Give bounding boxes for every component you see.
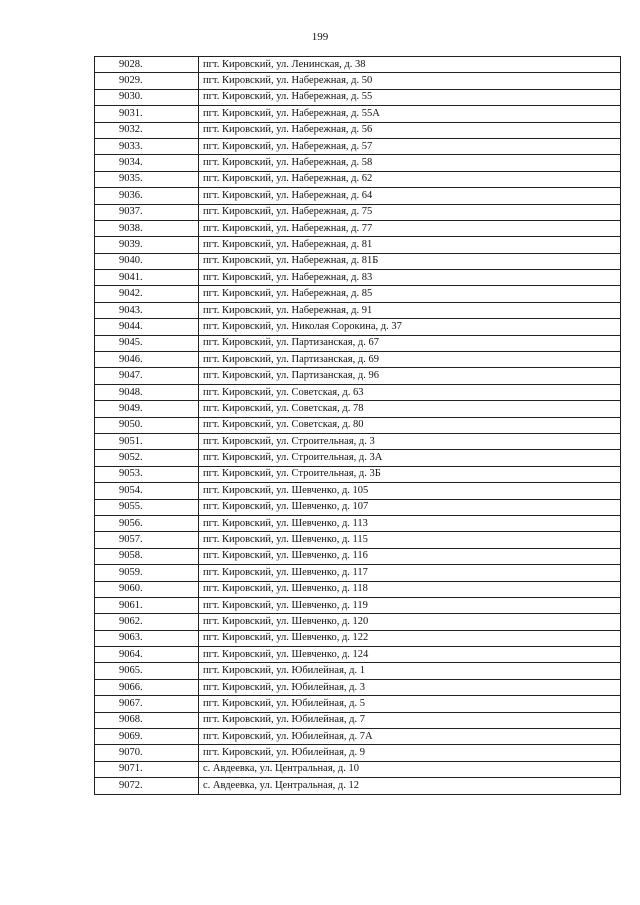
table-row <box>95 138 621 154</box>
address-cell: пгт. Кировский, ул. Николая Сорокина, д. 37 <box>199 319 621 335</box>
address-cell: пгт. Кировский, ул. Набережная, д. 62 <box>199 171 621 187</box>
row-number-cell: 9056. <box>95 515 199 531</box>
address-cell: пгт. Кировский, ул. Юбилейная, д. 7А <box>199 729 621 745</box>
table-row <box>95 237 621 253</box>
table-row <box>95 106 621 122</box>
table-row <box>95 171 621 187</box>
row-number-cell: 9058. <box>95 548 199 564</box>
address-cell: пгт. Кировский, ул. Набережная, д. 56 <box>199 122 621 138</box>
table-row <box>95 368 621 384</box>
address-cell: пгт. Кировский, ул. Шевченко, д. 116 <box>199 548 621 564</box>
table-row <box>95 220 621 236</box>
table-row <box>95 548 621 564</box>
table-row <box>95 401 621 417</box>
table-row <box>95 335 621 351</box>
address-cell: пгт. Кировский, ул. Набережная, д. 77 <box>199 220 621 236</box>
row-number-cell: 9052. <box>95 450 199 466</box>
row-number-cell: 9041. <box>95 270 199 286</box>
table-row <box>95 745 621 761</box>
address-cell: пгт. Кировский, ул. Юбилейная, д. 5 <box>199 696 621 712</box>
table-row <box>95 270 621 286</box>
address-cell: пгт. Кировский, ул. Шевченко, д. 107 <box>199 499 621 515</box>
address-cell: пгт. Кировский, ул. Набережная, д. 75 <box>199 204 621 220</box>
row-number-cell: 9033. <box>95 138 199 154</box>
address-cell: пгт. Кировский, ул. Набережная, д. 81Б <box>199 253 621 269</box>
table-row <box>95 302 621 318</box>
table-row <box>95 155 621 171</box>
row-number-cell: 9031. <box>95 106 199 122</box>
table-row <box>95 286 621 302</box>
row-number-cell: 9068. <box>95 712 199 728</box>
table-row <box>95 581 621 597</box>
table-row <box>95 188 621 204</box>
table-row <box>95 319 621 335</box>
row-number-cell: 9043. <box>95 302 199 318</box>
row-number-cell: 9062. <box>95 614 199 630</box>
row-number-cell: 9035. <box>95 171 199 187</box>
table-row <box>95 647 621 663</box>
address-cell: пгт. Кировский, ул. Шевченко, д. 105 <box>199 483 621 499</box>
row-number-cell: 9057. <box>95 532 199 548</box>
row-number-cell: 9050. <box>95 417 199 433</box>
row-number-cell: 9037. <box>95 204 199 220</box>
row-number-cell: 9067. <box>95 696 199 712</box>
row-number-cell: 9049. <box>95 401 199 417</box>
table-row <box>95 778 621 794</box>
address-cell: пгт. Кировский, ул. Строительная, д. 3А <box>199 450 621 466</box>
address-cell: пгт. Кировский, ул. Строительная, д. 3 <box>199 433 621 449</box>
address-cell: пгт. Кировский, ул. Набережная, д. 91 <box>199 302 621 318</box>
row-number-cell: 9029. <box>95 73 199 89</box>
table-row <box>95 712 621 728</box>
address-cell: пгт. Кировский, ул. Юбилейная, д. 7 <box>199 712 621 728</box>
address-cell: пгт. Кировский, ул. Набережная, д. 57 <box>199 138 621 154</box>
address-cell: пгт. Кировский, ул. Шевченко, д. 124 <box>199 647 621 663</box>
row-number-cell: 9053. <box>95 466 199 482</box>
address-cell: пгт. Кировский, ул. Шевченко, д. 119 <box>199 597 621 613</box>
table-row <box>95 729 621 745</box>
table-row <box>95 73 621 89</box>
address-cell: пгт. Кировский, ул. Набережная, д. 58 <box>199 155 621 171</box>
table-row <box>95 89 621 105</box>
address-cell: пгт. Кировский, ул. Шевченко, д. 117 <box>199 565 621 581</box>
row-number-cell: 9040. <box>95 253 199 269</box>
table-row <box>95 499 621 515</box>
address-cell: с. Авдеевка, ул. Центральная, д. 10 <box>199 761 621 777</box>
table-row <box>95 679 621 695</box>
table-row <box>95 597 621 613</box>
row-number-cell: 9036. <box>95 188 199 204</box>
address-cell: пгт. Кировский, ул. Юбилейная, д. 3 <box>199 679 621 695</box>
row-number-cell: 9045. <box>95 335 199 351</box>
table-row <box>95 122 621 138</box>
row-number-cell: 9048. <box>95 384 199 400</box>
table-row <box>95 483 621 499</box>
address-cell: пгт. Кировский, ул. Шевченко, д. 118 <box>199 581 621 597</box>
row-number-cell: 9063. <box>95 630 199 646</box>
row-number-cell: 9059. <box>95 565 199 581</box>
row-number-cell: 9046. <box>95 352 199 368</box>
row-number-cell: 9054. <box>95 483 199 499</box>
address-cell: пгт. Кировский, ул. Набережная, д. 50 <box>199 73 621 89</box>
address-cell: пгт. Кировский, ул. Шевченко, д. 113 <box>199 515 621 531</box>
address-table-body <box>95 57 621 795</box>
address-cell: пгт. Кировский, ул. Партизанская, д. 69 <box>199 352 621 368</box>
row-number-cell: 9047. <box>95 368 199 384</box>
table-row <box>95 696 621 712</box>
address-cell: с. Авдеевка, ул. Центральная, д. 12 <box>199 778 621 794</box>
row-number-cell: 9044. <box>95 319 199 335</box>
address-cell: пгт. Кировский, ул. Советская, д. 63 <box>199 384 621 400</box>
table-row <box>95 384 621 400</box>
table-row <box>95 417 621 433</box>
address-cell: пгт. Кировский, ул. Строительная, д. 3Б <box>199 466 621 482</box>
address-cell: пгт. Кировский, ул. Ленинская, д. 38 <box>199 57 621 73</box>
address-cell: пгт. Кировский, ул. Набережная, д. 55А <box>199 106 621 122</box>
row-number-cell: 9071. <box>95 761 199 777</box>
address-cell: пгт. Кировский, ул. Набережная, д. 55 <box>199 89 621 105</box>
table-row <box>95 352 621 368</box>
table-row <box>95 565 621 581</box>
row-number-cell: 9051. <box>95 433 199 449</box>
address-cell: пгт. Кировский, ул. Партизанская, д. 96 <box>199 368 621 384</box>
row-number-cell: 9034. <box>95 155 199 171</box>
table-row <box>95 663 621 679</box>
row-number-cell: 9038. <box>95 220 199 236</box>
address-cell: пгт. Кировский, ул. Набережная, д. 85 <box>199 286 621 302</box>
row-number-cell: 9061. <box>95 597 199 613</box>
address-cell: пгт. Кировский, ул. Набережная, д. 64 <box>199 188 621 204</box>
table-row <box>95 433 621 449</box>
address-cell: пгт. Кировский, ул. Шевченко, д. 120 <box>199 614 621 630</box>
address-cell: пгт. Кировский, ул. Набережная, д. 81 <box>199 237 621 253</box>
row-number-cell: 9030. <box>95 89 199 105</box>
address-cell: пгт. Кировский, ул. Юбилейная, д. 9 <box>199 745 621 761</box>
address-cell: пгт. Кировский, ул. Советская, д. 80 <box>199 417 621 433</box>
row-number-cell: 9055. <box>95 499 199 515</box>
row-number-cell: 9065. <box>95 663 199 679</box>
table-row <box>95 450 621 466</box>
row-number-cell: 9032. <box>95 122 199 138</box>
row-number-cell: 9028. <box>95 57 199 73</box>
table-row <box>95 466 621 482</box>
address-cell: пгт. Кировский, ул. Советская, д. 78 <box>199 401 621 417</box>
table-row <box>95 532 621 548</box>
row-number-cell: 9060. <box>95 581 199 597</box>
table-row <box>95 253 621 269</box>
table-row <box>95 761 621 777</box>
address-table <box>94 56 621 795</box>
row-number-cell: 9066. <box>95 679 199 695</box>
address-cell: пгт. Кировский, ул. Набережная, д. 83 <box>199 270 621 286</box>
row-number-cell: 9069. <box>95 729 199 745</box>
row-number-cell: 9042. <box>95 286 199 302</box>
table-row <box>95 630 621 646</box>
table-row <box>95 614 621 630</box>
table-row <box>95 57 621 73</box>
address-cell: пгт. Кировский, ул. Шевченко, д. 115 <box>199 532 621 548</box>
page-number: 199 <box>311 31 329 43</box>
address-cell: пгт. Кировский, ул. Шевченко, д. 122 <box>199 630 621 646</box>
row-number-cell: 9070. <box>95 745 199 761</box>
row-number-cell: 9064. <box>95 647 199 663</box>
address-cell: пгт. Кировский, ул. Юбилейная, д. 1 <box>199 663 621 679</box>
address-cell: пгт. Кировский, ул. Партизанская, д. 67 <box>199 335 621 351</box>
row-number-cell: 9072. <box>95 778 199 794</box>
table-row <box>95 515 621 531</box>
table-row <box>95 204 621 220</box>
row-number-cell: 9039. <box>95 237 199 253</box>
